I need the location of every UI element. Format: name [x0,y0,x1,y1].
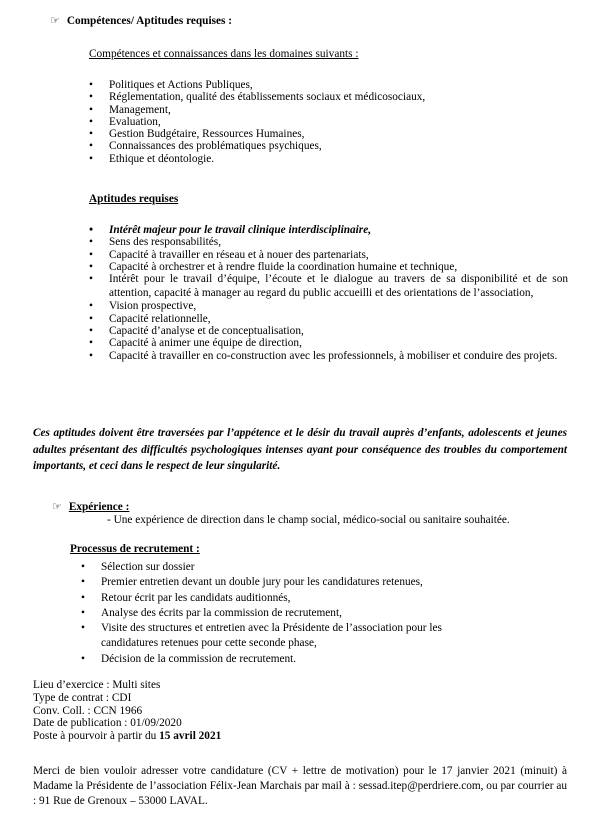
list-item: • Capacité à animer une équipe de direction, [89,337,568,349]
list-item: • Retour écrit par les candidats auditionnés, [81,591,501,606]
poste-prefix: Poste à pourvoir à partir du [33,730,160,743]
list-item: • Visite des structures et entretien avec la Présidente de l’association pour les candidatures retenues pour cette seconde phase, [81,621,501,652]
poste-date: 15 avril 2021 [159,730,222,743]
list-item: • Capacité relationnelle, [89,313,568,325]
list-item: • Intérêt pour le travail d’équipe, l’écoute et le dialogue au travers de sa disponibilité et de son attention, capacité à manager au regard du public accueilli et des orientations de l’association, [89,273,568,300]
list-item: • Vision prospective, [89,300,568,312]
lieu-exercice: Lieu d’exercice : Multi sites [33,679,161,691]
competences-heading-row [50,14,232,27]
competences-list [89,79,559,165]
list-item: • Sens des responsabilités, [89,236,568,248]
experience-heading: Expérience : [68,501,130,513]
job-details [33,679,221,743]
list-item: • Ethique et déontologie. [89,153,559,165]
list-item: • Sélection sur dossier [81,560,501,575]
list-item: • Gestion Budgétaire, Ressources Humaines, [89,128,559,140]
aptitudes-heading: Aptitudes requises [89,193,179,205]
list-item: • Politiques et Actions Publiques, [89,79,559,91]
list-item: • Décision de la commission de recrutement. [81,652,501,667]
convention-collective: Conv. Coll. : CCN 1966 [33,704,143,717]
aptitudes-list [89,224,568,363]
list-item: • Capacité à travailler en co-construction avec les professionnels, à mobiliser et conduire des projets. [89,350,568,364]
experience-text: - Une expérience de direction dans le champ social, médico-social ou sanitaire souhaitée. [107,514,510,526]
list-item: • Capacité d’analyse et de conceptualisation, [89,325,568,337]
competences-heading: Compétences/ Aptitudes requises : [66,15,232,27]
poste-a-pourvoir [33,730,221,743]
competences-subheading: Compétences et connaissances dans les domaines suivants : [89,48,359,60]
pointing-hand-icon: ☞ [52,501,62,513]
pointing-hand-icon: ☞ [50,15,60,27]
experience-heading-row [52,500,129,513]
recrutement-heading: Processus de recrutement : [70,543,200,555]
list-item: • Evaluation, [89,116,559,128]
aptitudes-note: Ces aptitudes doivent être traversées par l’appétence et le désir du travail auprès d’enfants, adolescents et jeunes adultes présentant des difficultés psychologiques intenses ayant pour conséquence des troubles du comportement importants, et ceci dans le respect de leur singularité. [33,427,567,472]
list-item: • Intérêt majeur pour le travail clinique interdisciplinaire, [89,224,568,236]
type-contrat: Type de contrat : CDI [33,691,132,704]
recrutement-list [81,560,501,667]
date-publication: Date de publication : 01/09/2020 [33,717,182,730]
list-item: • Premier entretien devant un double jury pour les candidatures retenues, [81,575,501,590]
list-item: • Analyse des écrits par la commission de recrutement, [81,606,501,621]
candidature-text: Merci de bien vouloir adresser votre candidature (CV + lettre de motivation) pour le 17 janvier 2021 (minuit) à Madame la Présidente de l’association Félix-Jean Marchais par mail à : sessad.itep@perdriere.com, ou par courrier au : 91 Rue de Grenoux – 53000 LAVAL. [33,765,567,807]
list-item: • Réglementation, qualité des établissements sociaux et médicosociaux, [89,91,559,103]
list-item: • Connaissances des problématiques psychiques, [89,140,559,152]
list-item: • Management, [89,104,559,116]
list-item: • Capacité à orchestrer et à rendre fluide la coordination humaine et technique, [89,261,568,273]
list-item: • Capacité à travailler en réseau et à nouer des partenariats, [89,249,568,261]
